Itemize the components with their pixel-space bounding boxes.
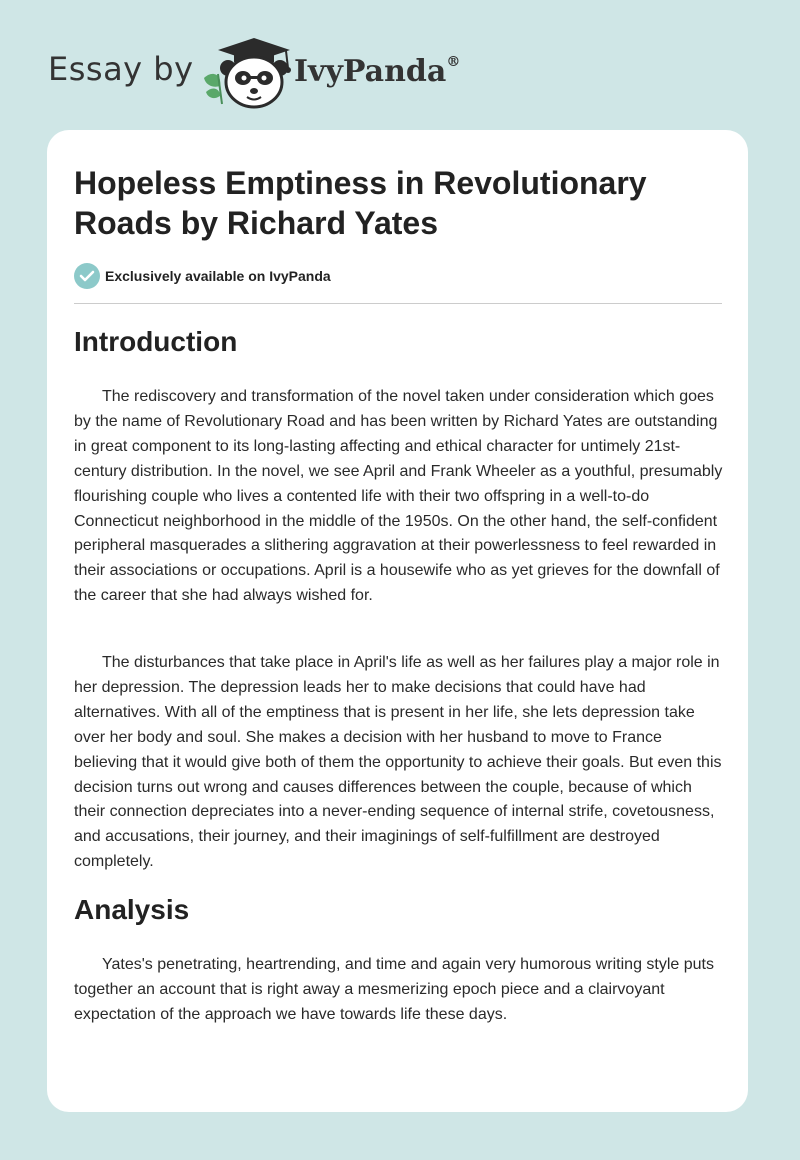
divider bbox=[74, 303, 722, 304]
brand-name: IvyPanda® bbox=[294, 54, 461, 89]
paragraph: Yates's penetrating, heartrending, and time and again very humorous writing style puts together an account that is right away a mesmerizing epoch piece and a clairvoyant expectation of the approach we have towards life these days. bbox=[74, 956, 714, 1023]
exclusive-badge bbox=[74, 263, 331, 289]
site-header bbox=[48, 34, 508, 114]
essay-card bbox=[47, 130, 748, 1112]
page-title: Hopeless Emptiness in Revolutionary Roads by Richard Yates bbox=[74, 165, 647, 241]
paragraph: The rediscovery and transformation of the novel taken under consideration which goes by the name of Revolutionary Road and has been written by Richard Yates are outstanding in great component to its long-lasting affecting and ethical character for untimely 21st-century distribution. In the novel, we see April and Frank Wheeler as a youthful, presumably flourishing couple who lives a contented life with their two offspring in a well-to-do Connecticut neighborhood in the middle of the 1950s. On the other hand, the self-confident peripheral masquerades a slithering aggravation at their powerlessness to feel rewarded in their associations or occupations. April is a housewife who as yet grieves for the downfall of the career that she had always wished for. bbox=[74, 388, 723, 605]
badge-label: Exclusively available on IvyPanda bbox=[105, 268, 331, 284]
section-heading-analysis: Analysis bbox=[74, 894, 190, 925]
essay-by-label: Essay by bbox=[48, 50, 194, 88]
section-heading-introduction: Introduction bbox=[74, 326, 238, 357]
paragraph: The disturbances that take place in April's life as well as her failures play a major role in her depression. The depression leads her to make decisions that could have had alternatives. With all of the emptiness that is present in her life, she lets depression take over her body and soul. She makes a decision with her husband to move to France believing that it would give both of them the opportunity to achieve their goals. But even this decision turns out wrong and causes differences between the couple, because of which their connection depreciates into a never-ending sequence of internal strife, covetousness, and accusations, their journey, and their imaginings of self-fulfillment are destroyed completely. bbox=[74, 654, 722, 871]
panda-graduate-icon bbox=[198, 34, 300, 110]
checkmark-icon bbox=[74, 263, 100, 289]
